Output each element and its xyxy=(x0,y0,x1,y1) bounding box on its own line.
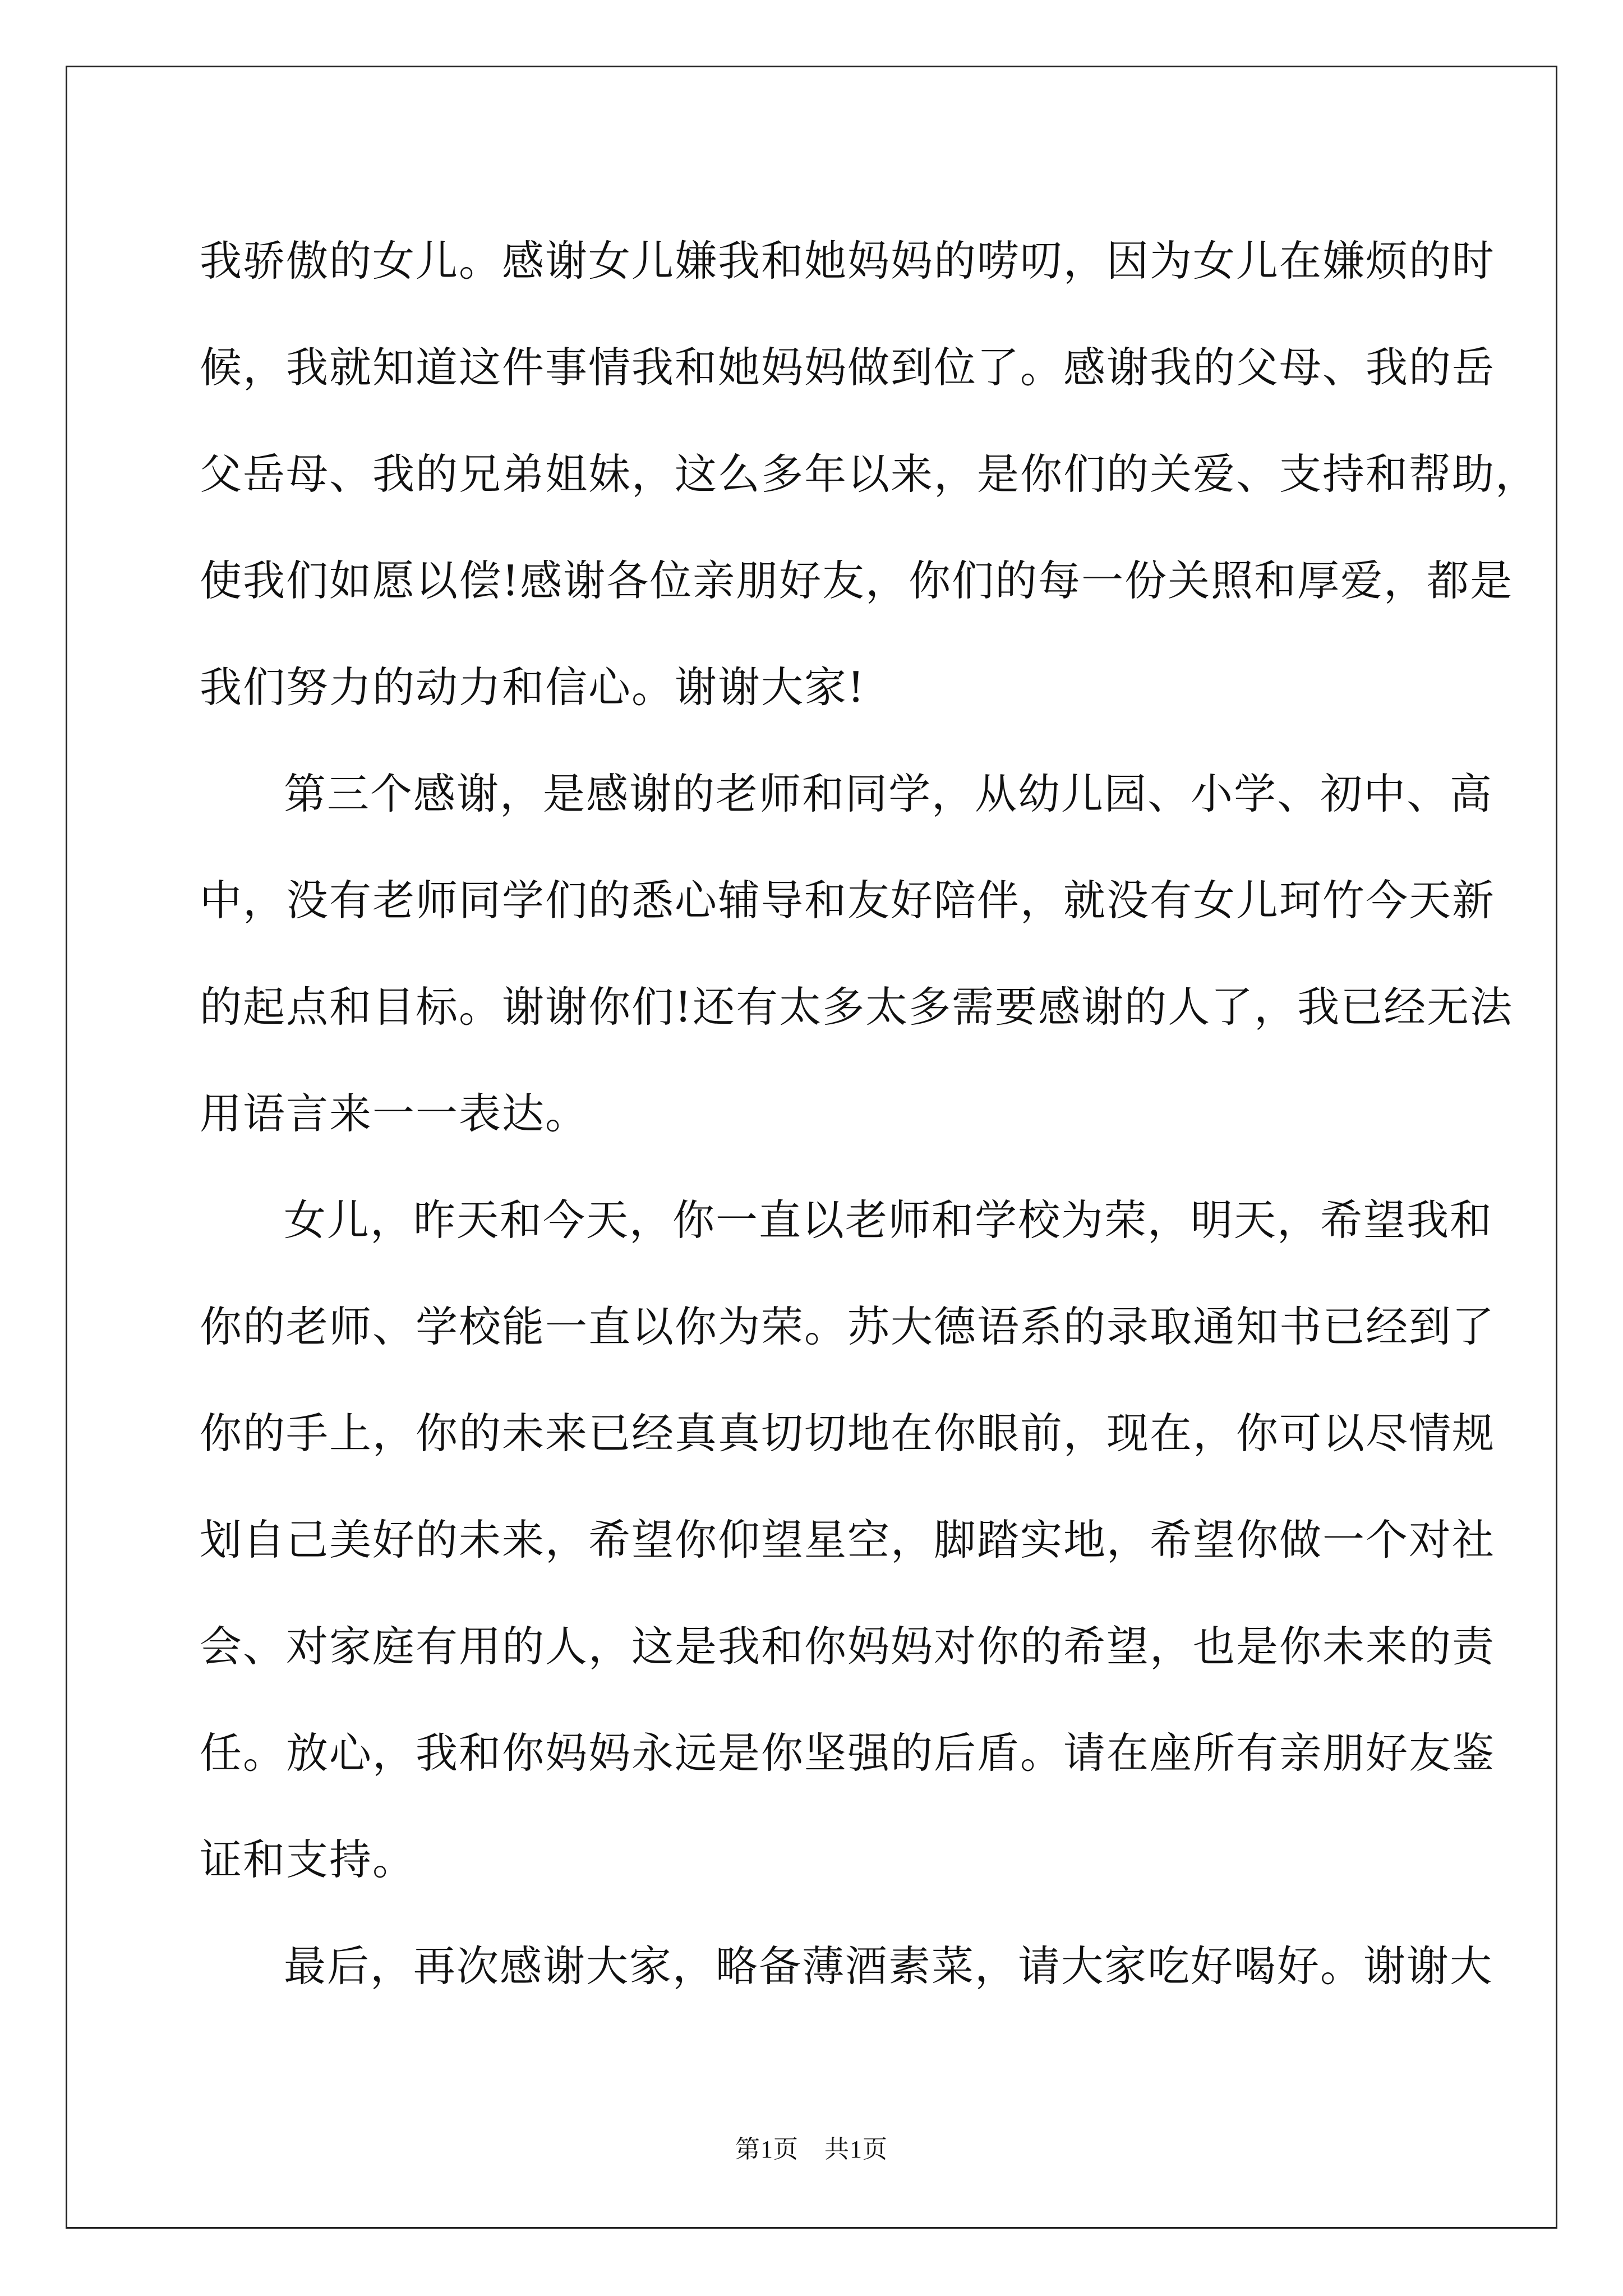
text-line: 女儿，昨天和今天，你一直以老师和学校为荣，明天，希望我和 xyxy=(284,1195,1493,1245)
text-line: 我们努力的动力和信心。谢谢大家! xyxy=(200,662,866,712)
text-line: 你的老师、学校能一直以你为荣。苏大德语系的录取通知书已经到了 xyxy=(200,1302,1496,1351)
page-total: 共1页 xyxy=(824,2136,888,2163)
text-line: 证和支持。 xyxy=(200,1835,416,1884)
page-number: 第1页 xyxy=(735,2136,799,2163)
text-line: 任。放心，我和你妈妈永远是你坚强的后盾。请在座所有亲朋好友鉴 xyxy=(200,1728,1496,1778)
text-line: 候，我就知道这件事情我和她妈妈做到位了。感谢我的父母、我的岳 xyxy=(200,343,1496,392)
text-line: 你的手上，你的未来已经真真切切地在你眼前，现在，你可以尽情规 xyxy=(200,1409,1496,1458)
text-line: 的起点和目标。谢谢你们!还有太多太多需要感谢的人了，我已经无法 xyxy=(200,982,1514,1032)
text-line: 使我们如愿以偿!感谢各位亲朋好友，你们的每一份关照和厚爱，都是 xyxy=(200,556,1514,605)
text-line: 我骄傲的女儿。感谢女儿嫌我和她妈妈的唠叨，因为女儿在嫌烦的时 xyxy=(200,236,1496,286)
text-line: 中，没有老师同学们的悉心辅导和友好陪伴，就没有女儿珂竹今天新 xyxy=(200,876,1496,925)
text-line: 用语言来一一表达。 xyxy=(200,1089,589,1138)
text-line: 第三个感谢，是感谢的老师和同学，从幼儿园、小学、初中、高 xyxy=(284,769,1493,818)
document-body xyxy=(200,208,1539,2019)
text-line: 划自己美好的未来，希望你仰望星空，脚踏实地，希望你做一个对社 xyxy=(200,1515,1496,1565)
text-line: 父岳母、我的兄弟姐妹，这么多年以来，是你们的关爱、支持和帮助， xyxy=(200,449,1539,499)
text-line: 会、对家庭有用的人，这是我和你妈妈对你的希望，也是你未来的责 xyxy=(200,1622,1496,1671)
text-line: 最后，再次感谢大家，略备薄酒素菜，请大家吃好喝好。谢谢大 xyxy=(284,1941,1493,1991)
page-footer xyxy=(0,2129,1623,2165)
